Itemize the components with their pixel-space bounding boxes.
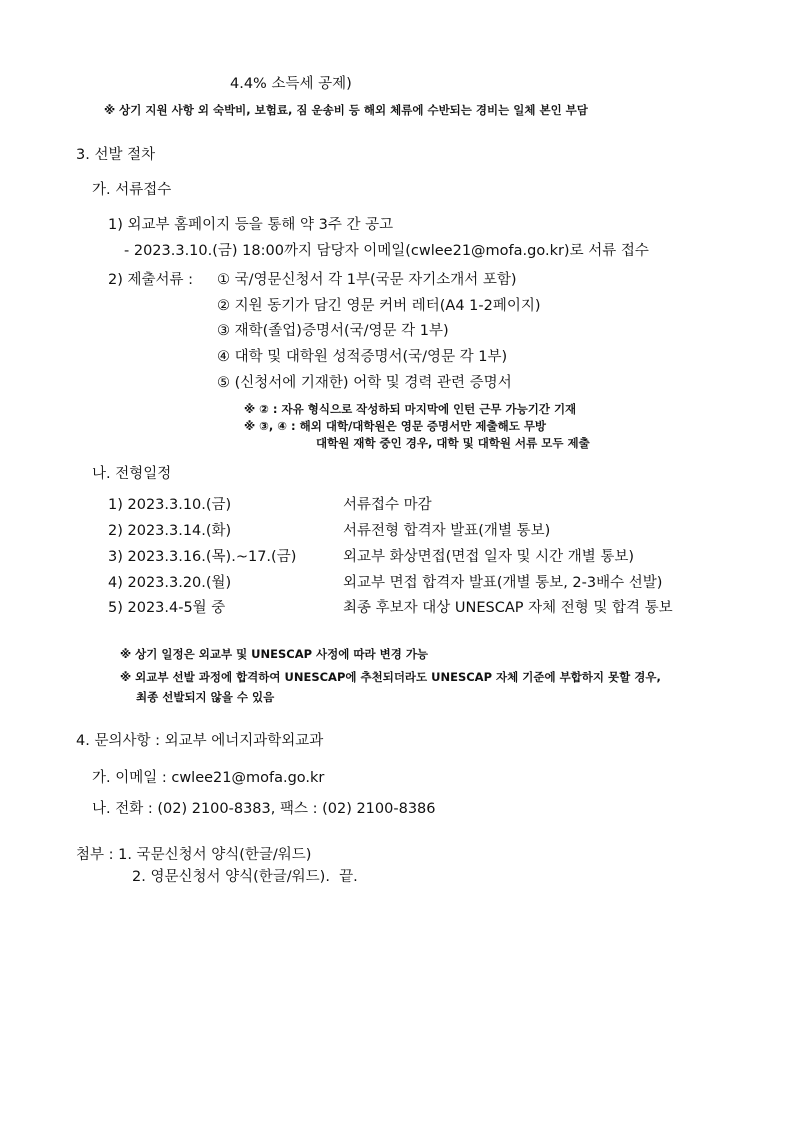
schedule-note-1: ※ 상기 일정은 외교부 및 UNESCAP 사정에 따라 변경 가능 — [120, 647, 429, 661]
schedule-event-4: 외교부 면접 합격자 발표(개별 통보, 2-3배수 선발) — [343, 575, 663, 591]
schedule-event-2: 서류전형 합격자 발표(개별 통보) — [343, 523, 551, 539]
required-doc-3: ③ 재학(졸업)증명서(국/영문 각 1부) — [217, 323, 449, 339]
doc-submission-heading: 가. 서류접수 — [92, 182, 172, 198]
contact-email: 가. 이메일 : cwlee21@mofa.go.kr — [92, 770, 325, 786]
announcement-item: 1) 외교부 홈페이지 등을 통해 약 3주 간 공고 — [108, 217, 394, 233]
docs-note-1: ※ ② : 자유 형식으로 작성하되 마지막에 인턴 근무 가능기간 기재 — [244, 402, 577, 416]
docs-note-3: 대학원 재학 중인 경우, 대학 및 대학원 서류 모두 제출 — [316, 436, 590, 450]
schedule-note-3: 최종 선발되지 않을 수 있음 — [136, 690, 275, 704]
schedule-date-1: 1) 2023.3.10.(금) — [108, 497, 232, 513]
required-doc-5: ⑤ (신청서에 기재한) 어학 및 경력 관련 증명서 — [217, 375, 512, 391]
required-doc-1: ① 국/영문신청서 각 1부(국문 자기소개서 포함) — [217, 272, 517, 288]
schedule-date-5: 5) 2023.4-5월 중 — [108, 600, 226, 616]
tax-deduction-line: 4.4% 소득세 공제) — [230, 76, 352, 92]
contact-phone: 나. 전화 : (02) 2100-8383, 팩스 : (02) 2100-8386 — [92, 801, 436, 817]
submission-deadline: - 2023.3.10.(금) 18:00까지 담당자 이메일(cwlee21@mofa.go.kr)로 서류 접수 — [124, 243, 649, 259]
schedule-date-2: 2) 2023.3.14.(화) — [108, 523, 232, 539]
attachment-1: 첨부 : 1. 국문신청서 양식(한글/워드) — [76, 847, 312, 863]
required-doc-4: ④ 대학 및 대학원 성적증명서(국/영문 각 1부) — [217, 349, 508, 365]
schedule-note-2: ※ 외교부 선발 과정에 합격하여 UNESCAP에 추천되더라도 UNESCAP 자체 기준에 부합하지 못할 경우, — [120, 670, 661, 684]
schedule-date-3: 3) 2023.3.16.(목).~17.(금) — [108, 549, 297, 565]
schedule-event-3: 외교부 화상면접(면접 일자 및 시간 개별 통보) — [343, 549, 635, 565]
schedule-event-5: 최종 후보자 대상 UNESCAP 자체 전형 및 합격 통보 — [343, 600, 673, 616]
schedule-heading: 나. 전형일정 — [92, 466, 172, 482]
attachment-2: 2. 영문신청서 양식(한글/워드). 끝. — [132, 869, 358, 885]
expenses-note: ※ 상기 지원 사항 외 숙박비, 보험료, 짐 운송비 등 해외 체류에 수반되는 경비는 일체 본인 부담 — [104, 103, 588, 117]
required-docs-label: 2) 제출서류 : — [108, 272, 194, 288]
section3-heading: 3. 선발 절차 — [76, 147, 156, 163]
inquiry-heading: 4. 문의사항 : 외교부 에너지과학외교과 — [76, 733, 324, 749]
docs-note-2: ※ ③, ④ : 해외 대학/대학원은 영문 증명서만 제출해도 무방 — [244, 419, 547, 433]
schedule-date-4: 4) 2023.3.20.(월) — [108, 575, 232, 591]
required-doc-2: ② 지원 동기가 담긴 영문 커버 레터(A4 1-2페이지) — [217, 298, 541, 314]
schedule-event-1: 서류접수 마감 — [343, 497, 432, 513]
